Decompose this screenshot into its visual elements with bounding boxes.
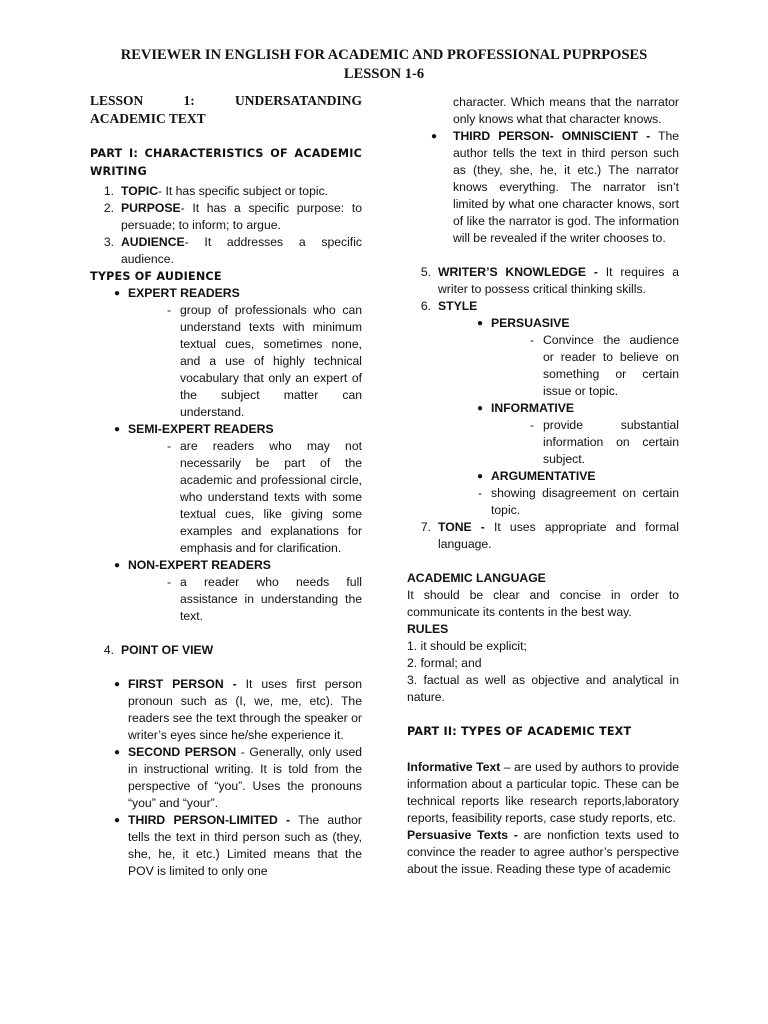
list-item: 6. STYLE [420,299,478,313]
list-item: ● PERSUASIVE [477,316,570,330]
bullet-icon: ● [114,747,121,758]
list-item: ● THIRD PERSON-LIMITED - The author tells the text in third person such as (they, she, he, it etc.) Limited means that the POV is limited to only one [114,813,362,878]
document-subtitle: LESSON 1-6 [343,66,425,82]
bullet-icon: ● [477,471,484,482]
list-item: 4. POINT OF VIEW [103,643,214,657]
list-item: ● THIRD PERSON- OMNISCIENT - The author tells the text in third person such as (they, she, he, it etc.) The narrator knows everything. The narrator isn’t limited by what one character knows, sort of like the narrator is god. The information will be revealed if the writer chooses to. [431,129,679,245]
left-column [90,92,362,880]
list-item: ● FIRST PERSON - It uses first person pronoun such as (I, we, me, etc). The readers see the text through the speaker or writer’s eyes since he/she experience it. [114,677,362,742]
paragraph: Informative Text – are used by authors to provide information about a particular topic. These can be technical reports like research reports,laboratory reports, feasibility reports, case study reports, etc. [407,760,680,825]
list-item: 7. TONE - It uses appropriate and formal language. [420,520,679,551]
list-item: - are readers who may not necessarily be part of the academic and professional circle, who understand texts with some textual cues, like giving some examples and explanations for emphasis and for clarification. [166,439,362,555]
bullet-icon: ● [114,815,121,826]
list-item: ● EXPERT READERS [114,286,240,300]
list-item: ● SECOND PERSON - Generally, only used in instructional writing. It is told from the perspective of “you”. Uses the pronouns “you” and “your”. [114,745,363,810]
list-item: - group of professionals who can understand texts with minimum textual cues, sometimes none, and a use of highly technical vocabulary that only an expert of the subject matter can understand. [166,303,362,419]
right-column [407,94,679,878]
document-title: REVIEWER IN ENGLISH FOR ACADEMIC AND PROFESSIONAL PUPRPOSES [120,47,648,63]
bullet-icon: ● [477,318,484,329]
part1-heading: PART I: CHARACTERISTICS OF ACADEMIC WRITING [90,147,362,178]
list-item: - Convince the audience or reader to believe on something or certain issue or topic. [529,333,679,398]
list-item: ● INFORMATIVE [477,401,575,415]
list-item: 5. WRITER’S KNOWLEDGE - It requires a writer to possess critical thinking skills. [420,265,679,296]
list-item: - showing disagreement on certain topic. [477,486,679,517]
rules-heading: RULES [407,622,449,636]
list-item: ● SEMI-EXPERT READERS [114,422,274,436]
list-item: 2. PURPOSE- It has a specific purpose: to persuade; to inform; to argue. [103,201,362,232]
list-item: ● ARGUMENTATIVE [477,469,596,483]
list-item: 2. formal; and [407,656,482,670]
paragraph: character. Which means that the narrator only knows what that character knows. [453,95,679,126]
lesson-heading: LESSON 1: UNDERSATANDING ACADEMIC TEXT [90,93,362,126]
list-item: - provide substantial information on certain subject. [529,418,679,466]
list-item: ● NON-EXPERT READERS [114,558,271,572]
list-item: 1. TOPIC- It has specific subject or topic. [103,184,329,198]
bullet-icon: ● [431,131,438,142]
list-item: 3. AUDIENCE- It addresses a specific audience. [103,235,362,266]
types-of-audience-heading: TYPES OF AUDIENCE [90,270,222,283]
list-item: 1. it should be explicit; [407,639,527,653]
bullet-icon: ● [114,679,121,690]
part2-heading: PART II: TYPES OF ACADEMIC TEXT [407,725,632,738]
bullet-icon: ● [114,560,121,571]
list-item: 3. factual as well as objective and analytical in nature. [407,673,679,704]
paragraph: Persuasive Texts - are nonfiction texts used to convince the reader to agree author’s perspective about the issue. Reading these type of academic [407,828,679,876]
paragraph: It should be clear and concise in order to communicate its contents in the best way. [407,588,679,619]
bullet-icon: ● [477,403,484,414]
bullet-icon: ● [114,288,121,299]
bullet-icon: ● [114,424,121,435]
list-item: - a reader who needs full assistance in understanding the text. [166,575,362,623]
academic-language-heading: ACADEMIC LANGUAGE [407,571,546,585]
